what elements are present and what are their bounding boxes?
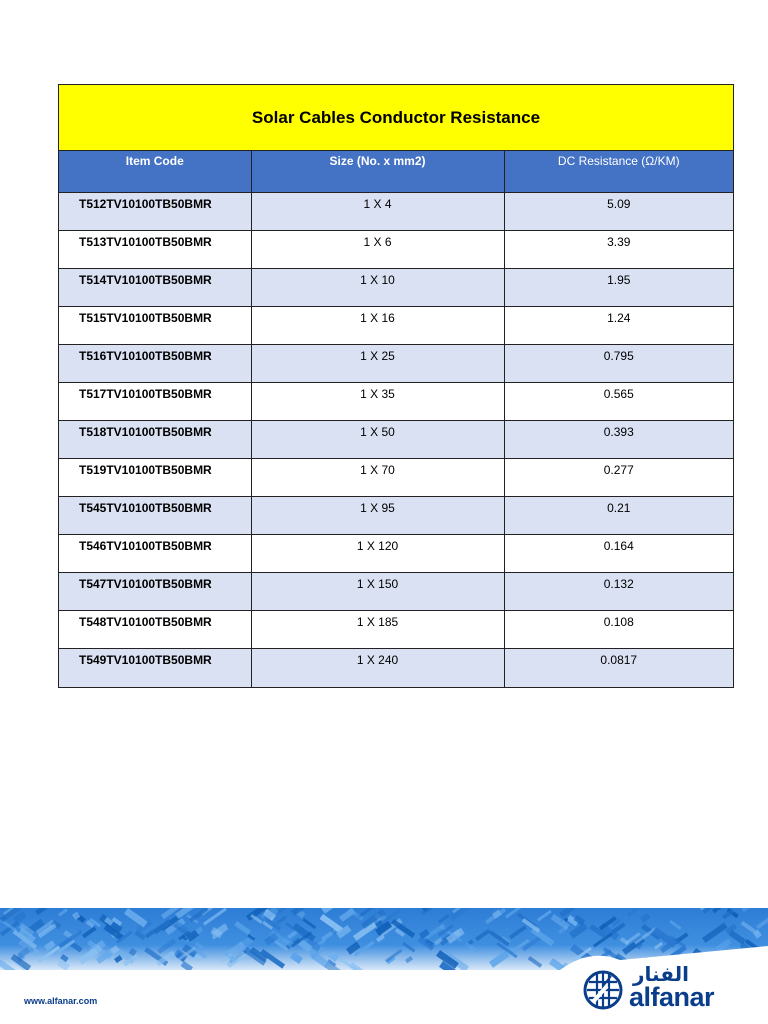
cell-item-code: T545TV10100TB50BMR [59,497,251,535]
header-dc-resistance: DC Resistance (Ω/KM) [504,151,733,193]
cell-item-code: T518TV10100TB50BMR [59,421,251,459]
cell-dc-resistance: 0.795 [504,345,733,383]
cell-item-code: T515TV10100TB50BMR [59,307,251,345]
cell-size: 1 X 150 [251,573,504,611]
cell-size: 1 X 16 [251,307,504,345]
table-title: Solar Cables Conductor Resistance [59,85,733,151]
cell-dc-resistance: 1.24 [504,307,733,345]
cell-dc-resistance: 3.39 [504,231,733,269]
table-row [59,193,733,231]
table-row [59,573,733,611]
logo-latin-text: alfanar [629,982,715,1012]
cell-dc-resistance: 0.393 [504,421,733,459]
cell-item-code: T512TV10100TB50BMR [59,193,251,231]
cell-item-code: T514TV10100TB50BMR [59,269,251,307]
cell-size: 1 X 10 [251,269,504,307]
resistance-grid [59,151,733,687]
resistance-table [58,84,734,688]
alfanar-logo [583,962,743,1012]
logo-arabic-text: الفنار [633,962,689,986]
cell-item-code: T516TV10100TB50BMR [59,345,251,383]
table-row [59,535,733,573]
table-row [59,383,733,421]
cell-item-code: T519TV10100TB50BMR [59,459,251,497]
cell-size: 1 X 6 [251,231,504,269]
cell-dc-resistance: 0.21 [504,497,733,535]
header-row [59,151,733,193]
cell-item-code: T547TV10100TB50BMR [59,573,251,611]
table-row [59,345,733,383]
cell-size: 1 X 240 [251,649,504,687]
cell-dc-resistance: 0.277 [504,459,733,497]
cell-size: 1 X 50 [251,421,504,459]
cell-size: 1 X 35 [251,383,504,421]
cell-size: 1 X 4 [251,193,504,231]
alfanar-globe-icon [583,968,623,1012]
cell-item-code: T549TV10100TB50BMR [59,649,251,687]
cell-dc-resistance: 1.95 [504,269,733,307]
cell-dc-resistance: 5.09 [504,193,733,231]
footer-url[interactable]: www.alfanar.com [24,996,98,1006]
cell-item-code: T546TV10100TB50BMR [59,535,251,573]
table-row [59,649,733,687]
cell-item-code: T517TV10100TB50BMR [59,383,251,421]
cell-size: 1 X 120 [251,535,504,573]
header-size: Size (No. x mm2) [251,151,504,193]
table-row [59,269,733,307]
table-row [59,307,733,345]
header-item-code: Item Code [59,151,251,193]
table-row [59,231,733,269]
cell-dc-resistance: 0.132 [504,573,733,611]
cell-dc-resistance: 0.0817 [504,649,733,687]
table-row [59,611,733,649]
table-row [59,421,733,459]
cell-size: 1 X 70 [251,459,504,497]
table-row [59,497,733,535]
cell-dc-resistance: 0.164 [504,535,733,573]
cell-dc-resistance: 0.565 [504,383,733,421]
cell-dc-resistance: 0.108 [504,611,733,649]
cell-size: 1 X 95 [251,497,504,535]
cell-size: 1 X 185 [251,611,504,649]
table-row [59,459,733,497]
cell-size: 1 X 25 [251,345,504,383]
cell-item-code: T548TV10100TB50BMR [59,611,251,649]
cell-item-code: T513TV10100TB50BMR [59,231,251,269]
